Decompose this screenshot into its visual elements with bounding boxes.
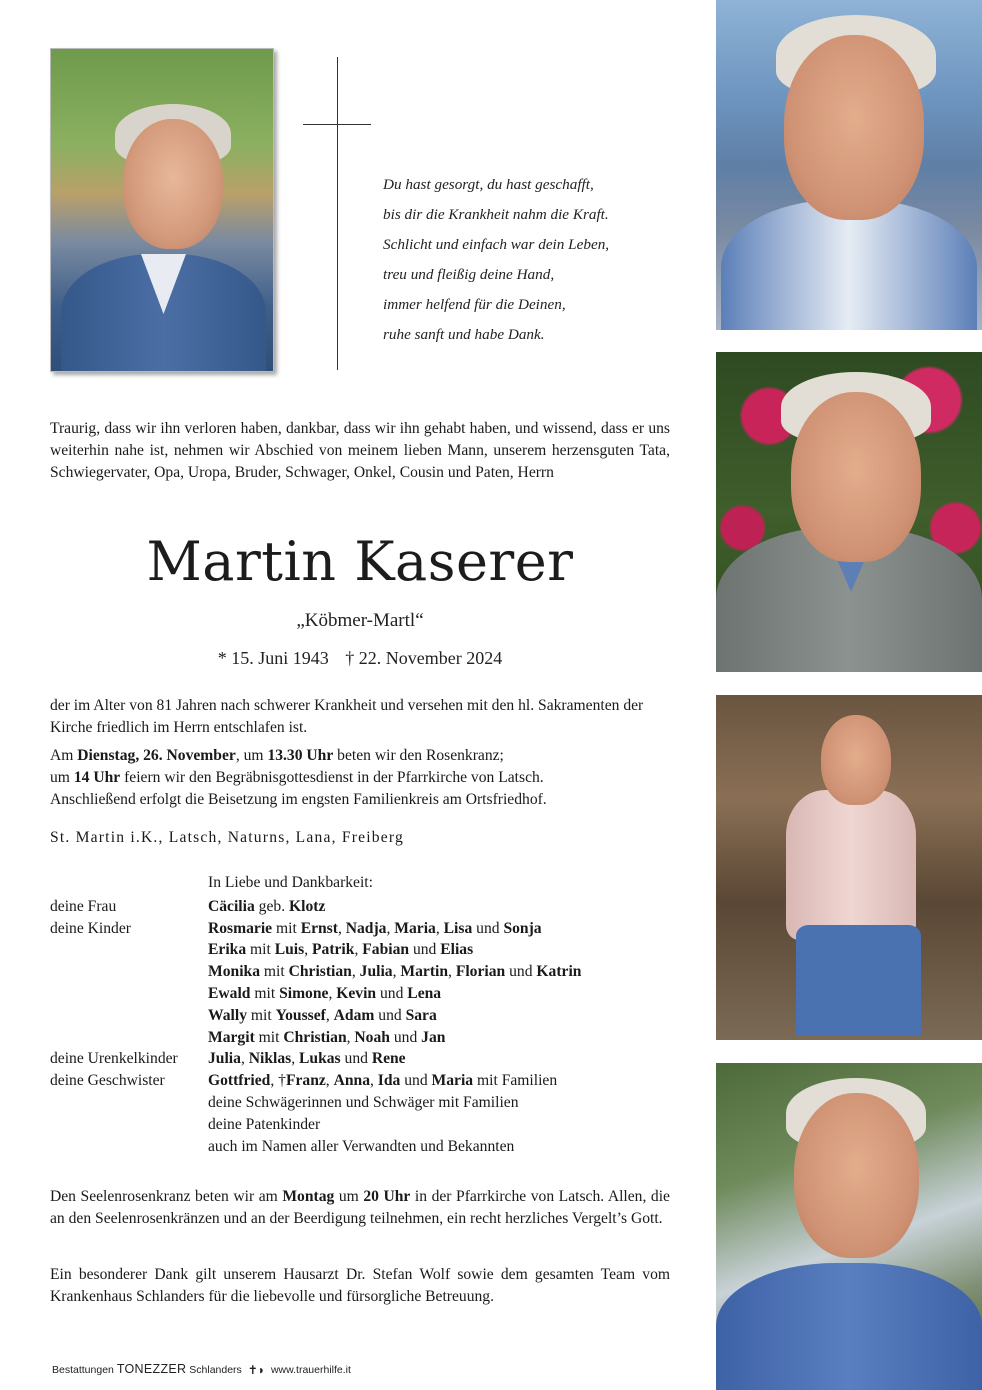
- places: St. Martin i.K., Latsch, Naturns, Lana, Freiberg: [50, 829, 404, 846]
- rosary-info: Den Seelenrosenkranz beten wir am Montag um 20 Uhr in der Pfarrkirche von Latsch. Allen, die an den Seelenrosenkränzen und an der Beerdigung teilnehmen, ein recht herzliches Vergelt’s Gott.: [50, 1188, 670, 1227]
- poem-line: Schlicht und einfach war dein Leben,: [383, 236, 610, 253]
- relation-label: deine Urenkelkinder: [50, 1050, 178, 1068]
- relation-label: deine Geschwister: [50, 1072, 165, 1090]
- family-member: deine Schwägerinnen und Schwäger mit Familien: [208, 1093, 519, 1111]
- thanks-text: Ein besonderer Dank gilt unserem Hausarzt Dr. Stefan Wolf sowie dem gesamten Team vom Krankenhaus Schlanders für die liebevolle und fürsorgliche Betreuung.: [50, 1266, 670, 1305]
- life-dates: [50, 648, 670, 669]
- family-member: Wally mit Youssef, Adam und Sara: [208, 1006, 437, 1024]
- family-member: Monika mit Christian, Julia, Martin, Florian und Katrin: [208, 963, 582, 981]
- family-member: Margit mit Christian, Noah und Jan: [208, 1028, 446, 1046]
- trauerhilfe-logo-icon: ✝◗: [247, 1363, 266, 1378]
- main-portrait-photo: [50, 48, 274, 372]
- family-heading: In Liebe und Dankbarkeit:: [208, 874, 373, 891]
- photo-waterfall: [716, 1063, 982, 1390]
- photo-rhododendron: [716, 352, 982, 672]
- photo-mountains: [716, 0, 982, 330]
- poem-line: bis dir die Krankheit nahm die Kraft.: [383, 206, 609, 223]
- poem: [383, 170, 683, 350]
- nickname: „Köbmer-Martl“: [296, 610, 424, 631]
- family-member: Gottfried, †Franz, Anna, Ida und Maria mit Familien: [208, 1072, 558, 1090]
- poem-line: ruhe sanft und habe Dank.: [383, 326, 545, 343]
- cross-icon-bar: [303, 124, 371, 125]
- family-member: Ewald mit Simone, Kevin und Lena: [208, 984, 442, 1002]
- funeral-home-brand: TONEZZER: [116, 1362, 187, 1376]
- cross-icon: [337, 57, 338, 370]
- family-member: Rosmarie mit Ernst, Nadja, Maria, Lisa und Sonja: [208, 919, 542, 937]
- footer: Bestattungen TONEZZER Schlanders ✝◗ www.trauerhilfe.it: [52, 1362, 351, 1378]
- family-member: Cäcilia geb. Klotz: [208, 897, 326, 915]
- poem-line: immer helfend für die Deinen,: [383, 296, 566, 313]
- family-member: auch im Namen aller Verwandten und Bekannten: [208, 1137, 515, 1155]
- funeral-info: Am Dienstag, 26. November, um 13.30 Uhr beten wir den Rosenkranz; um 14 Uhr feiern wir den Begräbnisgottesdienst in der Pfarrkirche von Latsch. Anschließend erfolgt die Beisetzung im engsten Familienkreis am Ortsfriedhof.: [50, 747, 547, 808]
- footer-url[interactable]: www.trauerhilfe.it: [270, 1364, 351, 1376]
- death-date: † 22. November 2024: [345, 648, 503, 668]
- death-notice-text: der im Alter von 81 Jahren nach schwerer Krankheit und versehen mit den hl. Sakramenten der Kirche friedlich im Herrn entschlafen ist.: [50, 697, 644, 736]
- photo-tree-trunk: [716, 695, 982, 1040]
- birth-date: * 15. Juni 1943: [217, 648, 329, 668]
- family-member: Julia, Niklas, Lukas und Rene: [208, 1050, 406, 1068]
- intro-text: Traurig, dass wir ihn verloren haben, dankbar, dass wir ihn gehabt haben, und wissend, dass er uns weiterhin nahe ist, nehmen wir Abschied von meinem lieben Mann, unserem herzensguten Tata, Schwiegervater, Opa, Uropa, Bruder, Schwager, Onkel, Cousin und Paten, Herrn: [50, 420, 670, 481]
- family-member: Erika mit Luis, Patrik, Fabian und Elias: [208, 941, 474, 959]
- poem-line: treu und fleißig deine Hand,: [383, 266, 555, 283]
- family-list: [50, 872, 690, 1157]
- family-member: deine Patenkinder: [208, 1115, 321, 1133]
- relation-label: deine Kinder: [50, 919, 131, 937]
- deceased-name: Martin Kaserer: [146, 530, 574, 593]
- poem-line: Du hast gesorgt, du hast geschafft,: [383, 176, 594, 193]
- relation-label: deine Frau: [50, 897, 117, 915]
